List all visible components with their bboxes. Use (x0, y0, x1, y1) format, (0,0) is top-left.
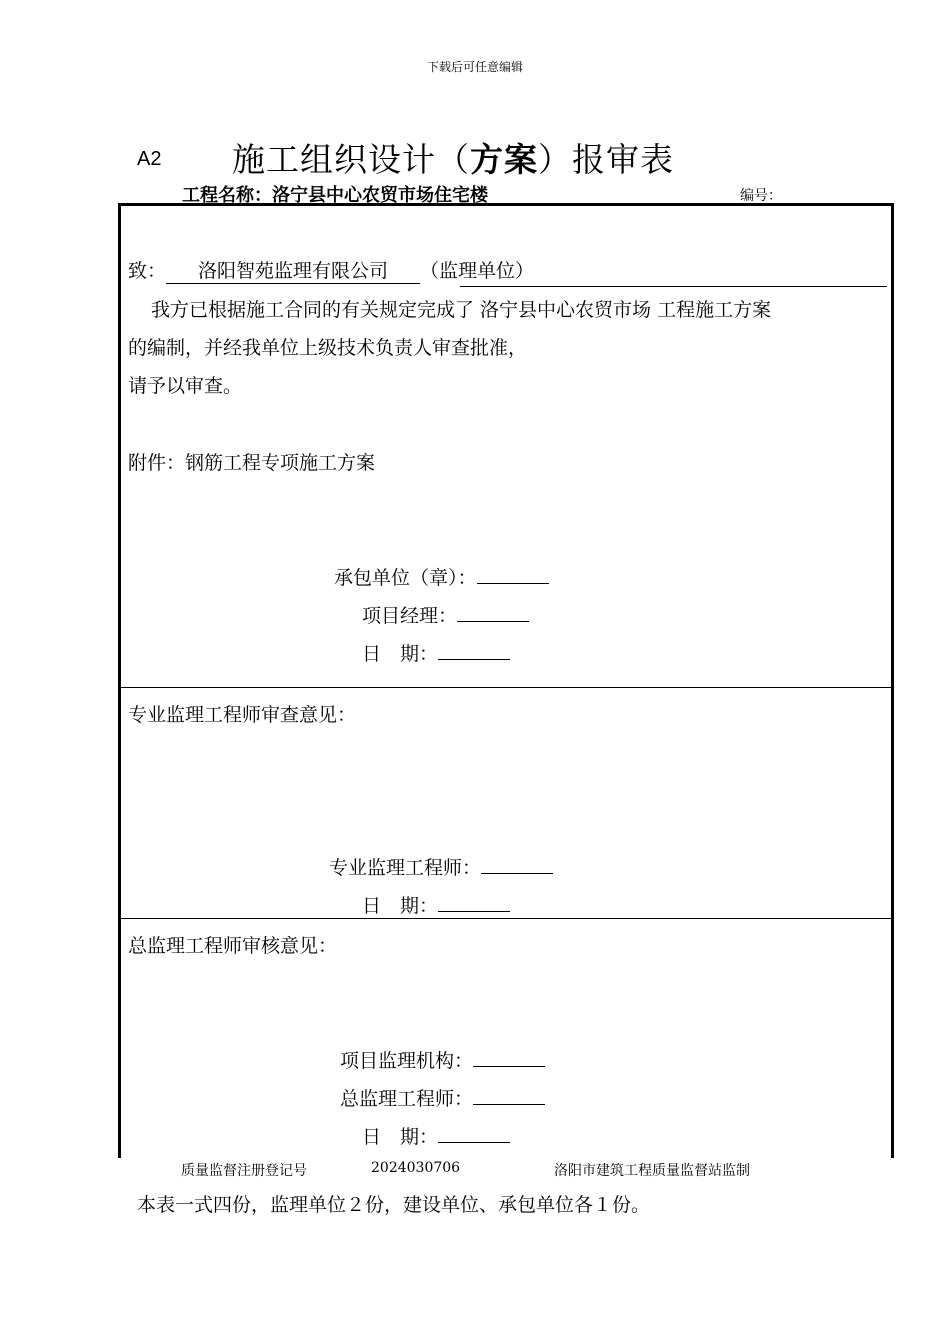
specialist-blank (481, 855, 553, 874)
contractor-blank (477, 565, 549, 584)
org-label: 项目监理机构： (340, 1050, 474, 1072)
date-row-3 (362, 1122, 510, 1149)
chief-blank (473, 1086, 545, 1105)
recipient-value: 洛阳智苑监理有限公司 (166, 256, 420, 284)
manager-row (362, 601, 529, 628)
date-label-3: 日 期： (362, 1126, 439, 1148)
title-part2: ）报审表 (538, 140, 674, 179)
contractor-label: 承包单位（章）： (334, 567, 477, 589)
chief-label: 总监理工程师： (340, 1088, 474, 1110)
divider-2 (118, 918, 894, 919)
chief-row (340, 1084, 545, 1111)
date-row-2 (362, 891, 510, 918)
manager-blank (457, 603, 529, 622)
date-label-2: 日 期： (362, 895, 439, 917)
registration-number: 2024030706 (371, 1160, 461, 1176)
date-blank-3 (438, 1124, 510, 1143)
date-blank-1 (438, 641, 510, 660)
body-line-3: 请予以审查。 (128, 375, 243, 397)
header-note: 下载后可任意编辑 (426, 60, 523, 74)
project-name: 工程名称：洛宁县中心农贸市场住宅楼 (182, 185, 488, 206)
chief-opinion-heading: 总监理工程师审核意见： (128, 935, 338, 957)
supervising-authority: 洛阳市建筑工程质量监督站监制 (554, 1163, 750, 1179)
attachment: 附件：钢筋工程专项施工方案 (128, 452, 376, 474)
form-title (232, 134, 674, 181)
contractor-row (334, 563, 549, 590)
body-line-1: 我方已根据施工合同的有关规定完成了 洛宁县中心农贸市场 工程施工方案 (151, 299, 772, 321)
recipient-underline (460, 286, 887, 287)
manager-label: 项目经理： (362, 605, 458, 627)
serial-label: 编号： (740, 188, 782, 204)
org-row (340, 1046, 545, 1073)
recipient-suffix: （监理单位） (420, 260, 535, 282)
body-line-2: 的编制，并经我单位上级技术负责人审查批准， (128, 337, 528, 359)
date-label-1: 日 期： (362, 643, 439, 665)
date-row-1 (362, 639, 510, 666)
registration-label: 质量监督注册登记号 (181, 1163, 307, 1179)
specialist-row (329, 853, 553, 880)
form-code: A2 (137, 148, 162, 170)
title-part1: 施工组织设计（ (232, 140, 470, 179)
specialist-opinion-heading: 专业监理工程师审查意见： (128, 704, 357, 726)
recipient-label: 致： (128, 260, 167, 282)
title-bold: 方案 (470, 140, 538, 179)
recipient-row (128, 256, 534, 284)
copies-note: 本表一式四份，监理单位２份，建设单位、承包单位各１份。 (137, 1194, 651, 1216)
divider-1 (118, 687, 894, 688)
org-blank (473, 1048, 545, 1067)
specialist-label: 专业监理工程师： (329, 857, 482, 879)
date-blank-2 (438, 893, 510, 912)
